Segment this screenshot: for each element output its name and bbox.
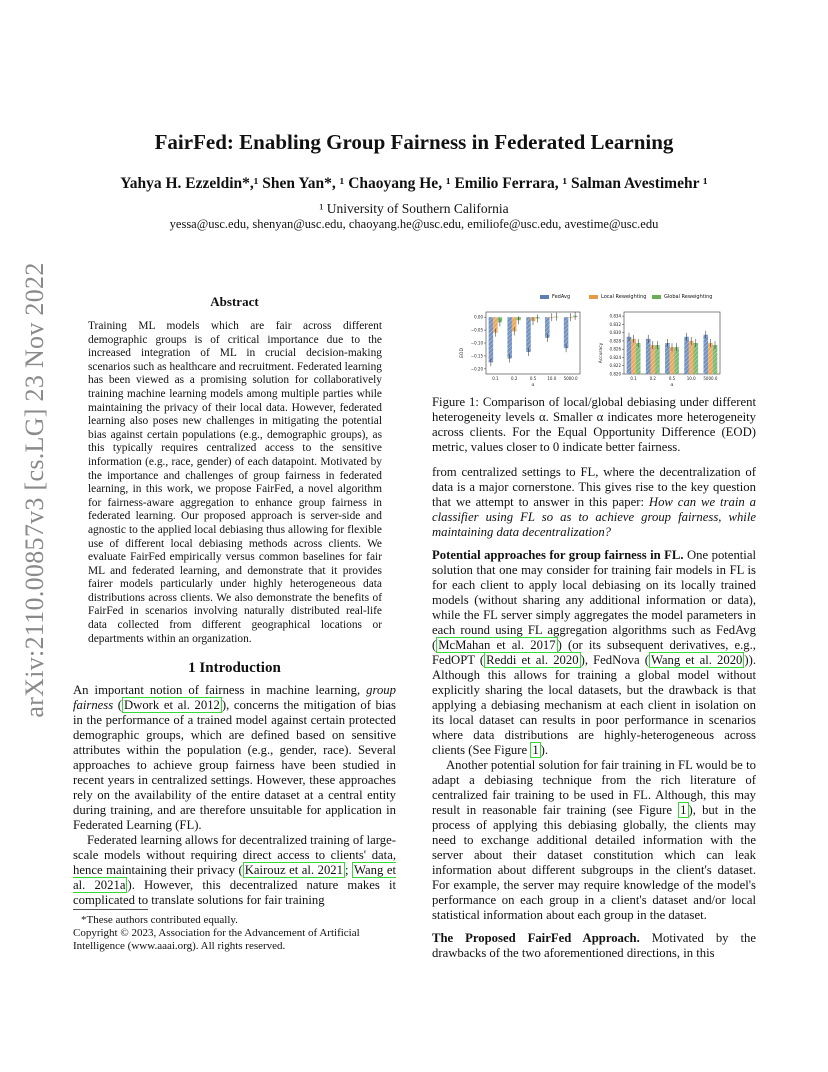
footnote-rule	[73, 909, 148, 910]
y-tick-label: 0.832	[609, 321, 621, 327]
x-tick-label: 5000.0	[703, 376, 718, 381]
right-paragraph-1: from centralized settings to FL, where the decentralization of data is a major cornerstone. This gives rise to the key question that we attempt to answer in this paper: How can we train a classifier using FL so as to achieve group fairness, while maintaining data decentralization?	[432, 465, 756, 539]
bar-hatch	[703, 335, 708, 374]
y-tick-label: 0.828	[609, 338, 621, 344]
y-axis-label: EOD	[460, 348, 465, 358]
citation-link[interactable]: Wang et al. 2021a	[73, 863, 396, 892]
citation-link[interactable]: Dwork et al. 2012	[124, 698, 220, 712]
paper-title: FairFed: Enabling Group Fairness in Federated Learning	[154, 130, 674, 154]
bar-hatch	[655, 345, 660, 374]
citation-link[interactable]: Kairouz et al. 2021	[244, 863, 343, 877]
abstract-text: Training ML models which are fair across different demographic groups is of critical importance due to the increased integration of ML in crucial decision-making scenarios such as healthcare and recruitment. Federated learning has been viewed as a promising solution for collaboratively training machine learning models among multiple parties while maintaining the privacy of their local data. However, federated learning also poses new challenges in mitigating the potential bias against certain populations (e.g., demographic groups), as this typically requires centralized access to the sensitive information (e.g., race, gender) of each datapoint. Motivated by the importance and challenges of group fairness in federated learning, in this work, we propose FairFed, a novel algorithm for fairness-aware aggregation to enhance group fairness in federated learning. Our proposed approach is server-side and agnostic to the applied local debiasing thus allowing for flexible use of different local debiasing methods across clients. We evaluate FairFed empirically versus common baselines for fair ML and federated learning, and demonstrate that it provides fairer models particularly under highly heterogeneous data distributions across clients. We also demonstrate the benefits of FairFed in scenarios involving naturally distributed real-life data collected from different geographical locations or departments within an organization.	[88, 320, 382, 645]
figure-1	[450, 292, 750, 392]
y-tick-label: 0.826	[609, 346, 621, 352]
arxiv-id-text: arXiv:2110.00857v3 [cs.LG] 23 Nov 2022	[20, 262, 49, 718]
introduction-body	[73, 683, 396, 908]
bar-hatch	[665, 343, 670, 374]
paragraph-heading: The Proposed FairFed Approach.	[432, 931, 640, 945]
y-axis-label: Accuracy	[599, 342, 604, 364]
legend-entry: FedAvg	[540, 294, 570, 300]
y-tick-label: −0.10	[470, 340, 483, 346]
bar-hatch	[708, 343, 713, 374]
figure-reference-link[interactable]: 1	[680, 803, 687, 817]
bar-hatch	[564, 317, 569, 348]
x-axis-label: α	[670, 383, 674, 388]
y-tick-label: 0.824	[609, 354, 621, 360]
x-tick-label: 0.1	[630, 376, 637, 381]
bar-hatch	[670, 347, 675, 374]
y-tick-label: −0.15	[470, 353, 483, 359]
right-paragraph-3: Another potential solution for fair training in FL would be to adapt a debiasing technique from the rich literature of centralized fair training to be used in FL. Although, this may result in reasonable fair training (see Figure 1 ), but in the process of applying this debiasing globally, the clients may need to exchange additional detailed information with the server about their dataset constitution which can leak information about different subgroups in the client's dataset. For example, the server may require knowledge of the model's performance on each group in a client's dataset and/or local statistical information about each group in the dataset.	[432, 758, 757, 922]
bar-hatch	[636, 343, 641, 374]
section-heading-introduction: 1 Introduction	[188, 660, 281, 676]
bar-hatch	[713, 345, 718, 374]
x-tick-label: 0.5	[668, 376, 676, 381]
x-tick-label: 5000.0	[563, 376, 578, 381]
paragraph-proposed-approach: The Proposed FairFed Approach. Motivated by the drawbacks of the two aforementioned directions, in this	[432, 931, 756, 960]
bar-hatch	[489, 317, 494, 362]
footnote	[73, 914, 403, 953]
paragraph-heading: Potential approaches for group fairness in FL.	[432, 548, 684, 562]
y-tick-label: 0.830	[609, 330, 621, 336]
figure-reference-link[interactable]: 1	[532, 743, 539, 757]
bar-hatch	[631, 339, 636, 374]
x-tick-label: 0.5	[529, 376, 537, 381]
paragraph-potential-approaches: Potential approaches for group fairness in FL. One potential solution that one may consider for training fair models in FL is for each client to apply local debiasing on its locally trained models (without sharing any additional information or data), while the FL server simply aggregates the model parameters in each round using FL aggregation algorithms such as FedAvg ( McMahan et al. 2017 ) (or its subsequent derivatives, e.g., FedOPT ( Reddi et al. 2020 ), FedNova ( Wang et al. 2020 )). Although this allows for training a global model without explicitly sharing the local datasets, but the drawback is that applying a debiasing mechanism at each client in isolation on its local dataset can results in poor performance in scenarios where data distributions are highly-heterogeneous across clients (See Figure 1 ).	[432, 548, 757, 757]
author-list: Yahya H. Ezzeldin*,¹ Shen Yan*, ¹ Chaoyang He, ¹ Emilio Ferrara, ¹ Salman Avestimehr ¹	[120, 175, 708, 192]
citation-link[interactable]: Reddi et al. 2020	[486, 653, 579, 667]
legend-entry: Global Reweighting	[652, 294, 712, 300]
y-tick-label: 0.00	[474, 314, 483, 320]
bar-hatch	[694, 343, 699, 374]
bar-hatch	[526, 317, 531, 352]
x-axis-label: α	[531, 383, 535, 388]
bar-hatch	[646, 339, 651, 374]
bar-hatch	[684, 337, 689, 374]
bar-hatch	[627, 337, 632, 374]
footnote-equal-contribution: *These authors contributed equally.	[81, 914, 238, 926]
y-tick-label: 0.822	[609, 363, 621, 369]
x-tick-label: 10.0	[686, 376, 696, 381]
y-tick-label: −0.20	[470, 366, 483, 372]
x-tick-label: 0.1	[492, 376, 499, 381]
bar-hatch	[689, 341, 694, 374]
right-column-body	[432, 465, 756, 961]
y-tick-label: 0.834	[609, 313, 621, 319]
arxiv-identifier	[10, 262, 60, 718]
x-tick-label: 0.2	[511, 376, 518, 381]
citation-link[interactable]: Wang et al. 2020	[650, 653, 743, 667]
abstract-heading: Abstract	[210, 294, 259, 309]
y-tick-label: 0.820	[609, 371, 621, 377]
affiliation: ¹ University of Southern California	[319, 201, 509, 216]
bar-hatch	[650, 345, 655, 374]
copyright-notice: Copyright © 2023, Association for the Advancement of Artificial Intelligence (www.aaai.org). All rights reserved.	[73, 927, 360, 952]
intro-paragraph-2: Federated learning allows for decentralized training of large-scale models without requiring direct access to clients' data, hence maintaining their privacy ( Kairouz et al. 2021 ; Wang et al. 2021a ). However, this decentralized nature makes it complicated to translate solutions for fair training	[73, 833, 396, 907]
intro-paragraph-1: An important notion of fairness in machine learning, group fairness ( Dwork et al. 2012 ), concerns the mitigation of bias in the performance of a trained model against certain protected demographic groups, which are defined based on sensitive attributes within the population (e.g., gender, race). Several approaches to achieve group fairness have been studied in recent years in centralized settings. However, these approaches rely on the availability of the entire dataset at a central entity during training, and are therefore unsuitable for application in Federated Learning (FL).	[73, 683, 396, 832]
citation-link[interactable]: McMahan et al. 2017	[438, 638, 556, 652]
author-emails: yessa@usc.edu, shenyan@usc.edu, chaoyang.he@usc.edu, emiliofe@usc.edu, avestime@usc.edu	[169, 217, 659, 231]
x-tick-label: 10.0	[547, 376, 557, 381]
legend-entry: Local Reweighting	[589, 294, 646, 300]
figure-1-charts	[450, 292, 750, 392]
bar-hatch	[674, 347, 679, 374]
bar-hatch	[507, 317, 512, 358]
y-tick-label: −0.05	[470, 327, 483, 333]
x-tick-label: 0.2	[649, 376, 656, 381]
figure-1-caption: Figure 1: Comparison of local/global debiasing under different heterogeneity levels α. Smaller α indicates more heterogeneity across clients. For the Equal Opportunity Difference (EOD) metric, values closer to 0 indicate better fairness.	[432, 395, 756, 454]
